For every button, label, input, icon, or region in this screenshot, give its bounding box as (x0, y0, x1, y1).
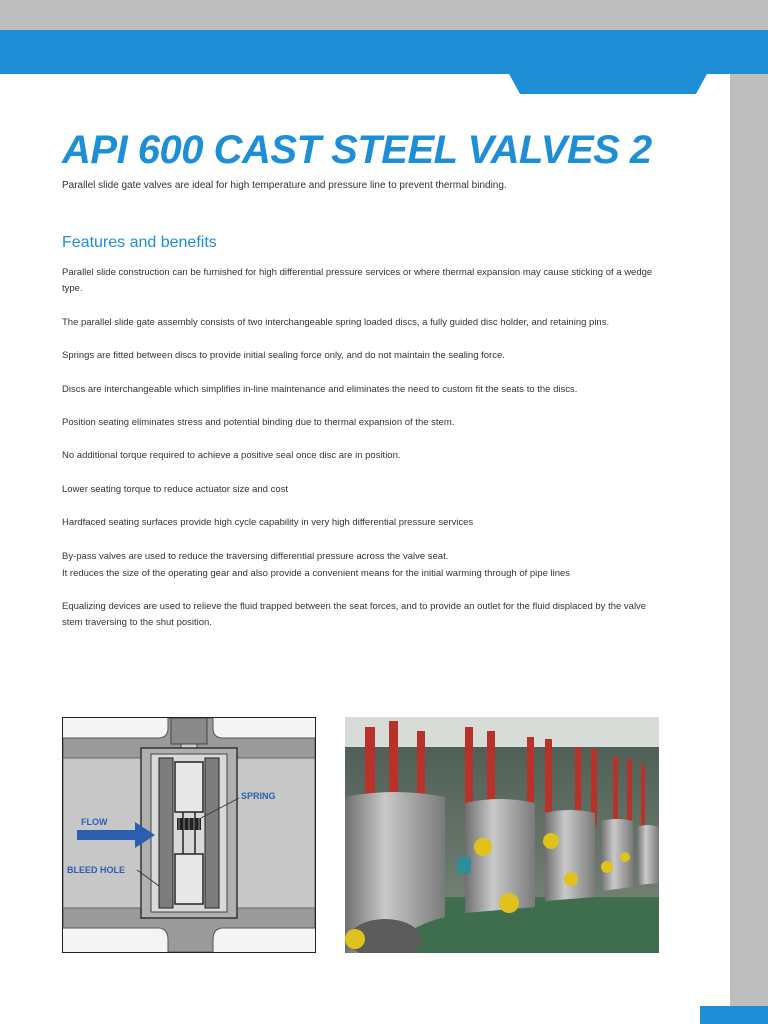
factory-photo-illustration (345, 717, 659, 953)
intro-text: Parallel slide gate valves are ideal for high temperature and pressure line to prevent thermal binding. (62, 180, 507, 191)
page-title: API 600 CAST STEEL VALVES 2 (62, 128, 652, 172)
header-blue-tab (508, 72, 708, 94)
paragraph-2: The parallel slide gate assembly consists of two interchangeable spring loaded discs, a fully guided disc holder, and retaining pins. (62, 317, 610, 328)
diagram-illustration (63, 718, 315, 952)
paragraph-11: Equalizing devices are used to relieve the fluid trapped between the seat forces, and to provide an outlet for the fluid displaced by the valve stem traversing to the shut position. (62, 601, 647, 628)
spring-label: SPRING (241, 791, 276, 801)
paragraph-1: Parallel slide construction can be furnished for high differential pressure services or where thermal expansion may cause sticking of a wedge type. (62, 267, 653, 294)
paragraph-10: It reduces the size of the operating gear and also provide a convenient means for the initial warming through of pipe lines (62, 568, 571, 579)
flow-label: FLOW (81, 817, 108, 827)
header-blue-band (0, 30, 768, 74)
right-gray-bar (730, 74, 768, 1024)
valve-factory-photo (345, 717, 659, 953)
paragraph-4: Discs are interchangeable which simplifies in-line maintenance and eliminates the need to custom fit the seats to the discs. (62, 384, 578, 395)
section-heading: Features and benefits (62, 234, 217, 251)
footer-blue-corner (700, 1006, 768, 1024)
paragraph-9: By-pass valves are used to reduce the traversing differential pressure across the valve seat. (62, 551, 449, 562)
paragraph-8: Hardfaced seating surfaces provide high cycle capability in very high differential pressure services (62, 517, 474, 528)
paragraph-7: Lower seating torque to reduce actuator size and cost (62, 484, 289, 495)
paragraph-5: Position seating eliminates stress and potential binding due to thermal expansion of the stem. (62, 417, 455, 428)
paragraph-6: No additional torque required to achieve a positive seal once disc are in position. (62, 450, 401, 461)
valve-cross-section-diagram (62, 717, 316, 953)
bleed-hole-label: BLEED HOLE (67, 865, 126, 875)
header-gray-band (0, 0, 768, 30)
paragraph-3: Springs are fitted between discs to provide initial sealing force only, and do not maintain the sealing force. (62, 350, 505, 361)
